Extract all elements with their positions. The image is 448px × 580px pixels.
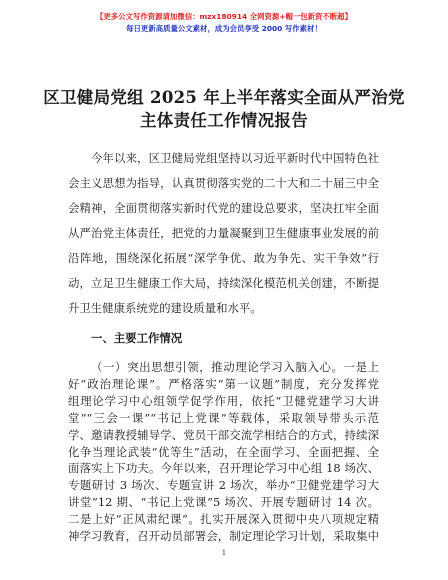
page-number: 1 — [221, 549, 227, 557]
paragraph1-line: 动，立足卫生健康工作大局，持续深化模范机关创建，不断提 — [68, 276, 379, 290]
paragraph2-line: 堂”“三会一课”“书记上党课”等载体，采取领导带头示范 — [68, 410, 379, 425]
section-heading: 一、主要工作情况 — [91, 331, 183, 345]
paragraph1-line: 沿阵地，围绕深化拓展“深学争优、敢为争先、实干争效”行 — [68, 251, 379, 265]
paragraph1-line: 会精神，全面贯彻落实新时代党的建设总要求，坚决扛牢全面 — [68, 201, 379, 215]
paragraph2-line: 二是上好“正风肃纪课”。扎实开展深入贯彻中央八项规定精 — [68, 512, 379, 527]
paragraph2-line: 学、邀请教授辅导学、党员干部交流学相结合的方式，持续深 — [68, 427, 379, 442]
paragraph2-line: 好“政治理论课”。严格落实“第一议题”制度，充分发挥党 — [68, 376, 379, 391]
paragraph2-line: （一）突出思想引领，推动理论学习入脑入心。一是上 — [91, 360, 379, 374]
promo-banner-line2: 每日更新高质量公文素材，成为会员享受 2000 写作素材！ — [126, 24, 322, 33]
paragraph2-line: 化争当理论武装“优等生”活动，在全面学习、全面把握、全 — [68, 444, 379, 459]
promo-banner-line1: 【更多公文写作资源请加微信：mzx180914 全网资源+帽一包新资不断超】 — [96, 12, 352, 21]
paragraph1-line: 从严治党主体责任，把党的力量凝聚到卫生健康事业发展的前 — [68, 226, 379, 240]
paragraph1-line: 升卫生健康系统党的建设质量和水平。 — [68, 301, 262, 315]
paragraph2-line: 组理论学习中心组领学促学作用，依托“卫健党建学习大讲 — [68, 393, 379, 408]
paragraph2-line: 讲堂”12 期、“书记上党课”5 场次、开展专题研讨 14 次。 — [68, 495, 379, 510]
paragraph1-line: 会主义思想为指导，认真贯彻落实党的二十大和二十届三中全 — [68, 176, 379, 190]
paragraph1-line: 今年以来，区卫健局党组坚持以习近平新时代中国特色社 — [91, 151, 379, 165]
document-title-line1: 区卫健局党组 2025 年上半年落实全面从严治党 — [43, 88, 405, 107]
paragraph2-line: 面落实上下功夫。今年以来，召开理论学习中心组 18 场次、 — [68, 461, 379, 476]
paragraph2-line: 神学习教育，召开动员部署会，制定理论学习计划，采取集中 — [68, 529, 379, 543]
document-title-line2: 主体责任工作情况报告 — [140, 111, 308, 130]
paragraph2-line: 专题研讨 3 场次、专题宣讲 2 场次，举办“卫健党建学习大 — [68, 478, 379, 493]
